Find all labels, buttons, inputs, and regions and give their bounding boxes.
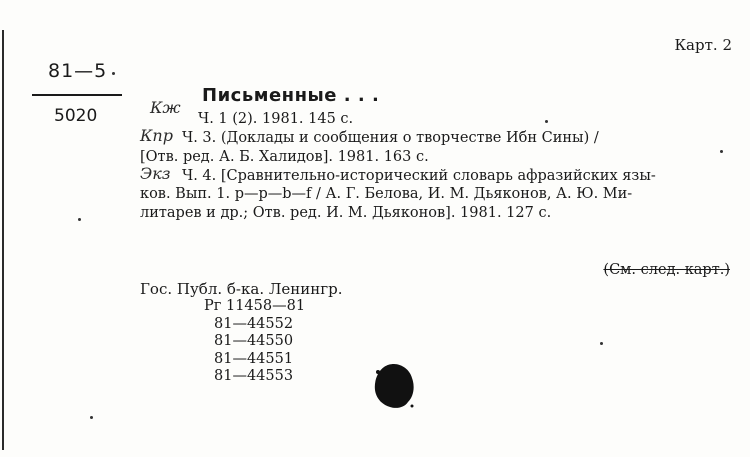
holding-library: Гос. Публ. б-ка. Ленингр. (140, 280, 343, 298)
entry-line: литарев и др.; Отв. ред. И. М. Дьяконов]. 1981. 127 с. (140, 205, 552, 221)
handwritten-mark: Кж (150, 98, 181, 117)
shelf-number: 81—44552 (214, 315, 294, 332)
shelf-number-list (204, 298, 305, 386)
entry-line: [Отв. ред. А. Б. Халидов]. 1981. 163 с. (140, 149, 429, 165)
shelf-number: 81—44550 (214, 333, 294, 349)
entry-line: Ч. 1 (2). 1981. 145 с. (198, 111, 354, 127)
call-number-divider (32, 94, 122, 96)
entry-line: Ч. 3. (Доклады и сообщения о творчестве Ибн Сины) / (182, 130, 599, 146)
shelf-number: 81—44551 (214, 350, 294, 367)
call-number: 81—5 (48, 60, 108, 82)
shelf-number: 81—44553 (214, 368, 294, 384)
inventory-number: 5020 (54, 106, 98, 126)
see-next-card-note: (См. след. карт.) (603, 262, 730, 278)
handwritten-mark: Экз (140, 164, 171, 183)
ink-blot-icon (372, 362, 416, 410)
shelf-number: Рг 11458—81 (204, 298, 306, 314)
entry-line: ков. Вып. 1. р—р—b—f / А. Г. Белова, И. М. Дьяконов, А. Ю. Ми- (140, 186, 633, 202)
card-title: Письменные . . . (202, 85, 380, 106)
handwritten-mark: Кпр (140, 126, 173, 145)
entry-line: Ч. 4. [Сравнительно-исторический словарь афразийских язы- (182, 168, 656, 184)
card-number: Карт. 2 (674, 36, 732, 54)
card-edge (2, 30, 4, 450)
